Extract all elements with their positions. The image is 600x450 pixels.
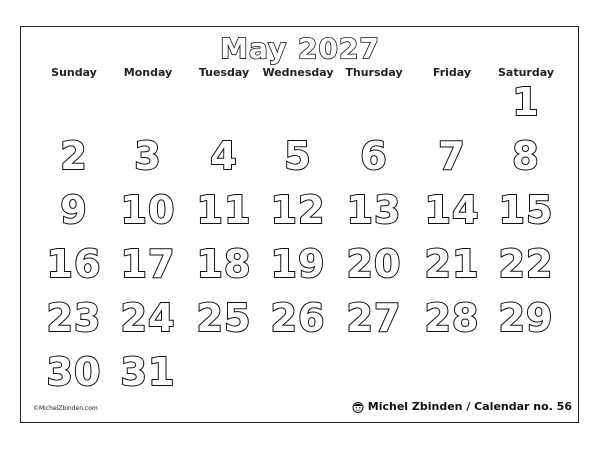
day-cell: 9 xyxy=(60,188,88,232)
weekday-saturday: Saturday xyxy=(498,66,554,79)
website-credit: ©MichelZbinden.com xyxy=(33,405,98,412)
day-cell: 23 xyxy=(46,296,102,340)
day-cell: 24 xyxy=(120,296,176,340)
day-cell: 18 xyxy=(196,242,252,286)
day-cell: 19 xyxy=(270,242,326,286)
day-cell: 25 xyxy=(196,296,252,340)
day-cell: 31 xyxy=(120,350,176,394)
face-icon xyxy=(352,401,364,413)
day-cell: 16 xyxy=(46,242,102,286)
day-cell: 21 xyxy=(424,242,480,286)
weekday-monday: Monday xyxy=(123,66,173,79)
day-cell: 15 xyxy=(498,188,554,232)
day-cell: 28 xyxy=(424,296,480,340)
day-cell: 6 xyxy=(360,134,388,178)
day-cell: 5 xyxy=(284,134,312,178)
day-cell: 2 xyxy=(60,134,88,178)
day-cell: 1 xyxy=(512,80,540,124)
weekday-sunday: Sunday xyxy=(51,66,97,79)
day-cell: 3 xyxy=(134,134,162,178)
day-cell: 29 xyxy=(498,296,554,340)
calendar-credit xyxy=(352,400,572,413)
day-cell: 4 xyxy=(210,134,238,178)
day-cell: 10 xyxy=(120,188,176,232)
day-cell: 7 xyxy=(438,134,466,178)
day-cell: 12 xyxy=(270,188,326,232)
day-cell: 30 xyxy=(46,350,102,394)
day-cell: 8 xyxy=(512,134,540,178)
day-cell: 26 xyxy=(270,296,326,340)
weekday-friday: Friday xyxy=(432,66,472,79)
day-cell: 22 xyxy=(498,242,554,286)
weekday-tuesday: Tuesday xyxy=(198,66,250,79)
day-cell: 27 xyxy=(346,296,402,340)
credit-text: Michel Zbinden / Calendar no. 56 xyxy=(367,400,572,413)
weekday-thursday: Thursday xyxy=(345,66,403,79)
day-cell: 13 xyxy=(346,188,402,232)
day-cell: 17 xyxy=(120,242,176,286)
day-cell: 14 xyxy=(424,188,480,232)
weekday-wednesday: Wednesday xyxy=(262,66,334,79)
day-cell: 11 xyxy=(196,188,252,232)
day-cell: 20 xyxy=(346,242,402,286)
calendar-title: May 2027 xyxy=(220,32,380,65)
